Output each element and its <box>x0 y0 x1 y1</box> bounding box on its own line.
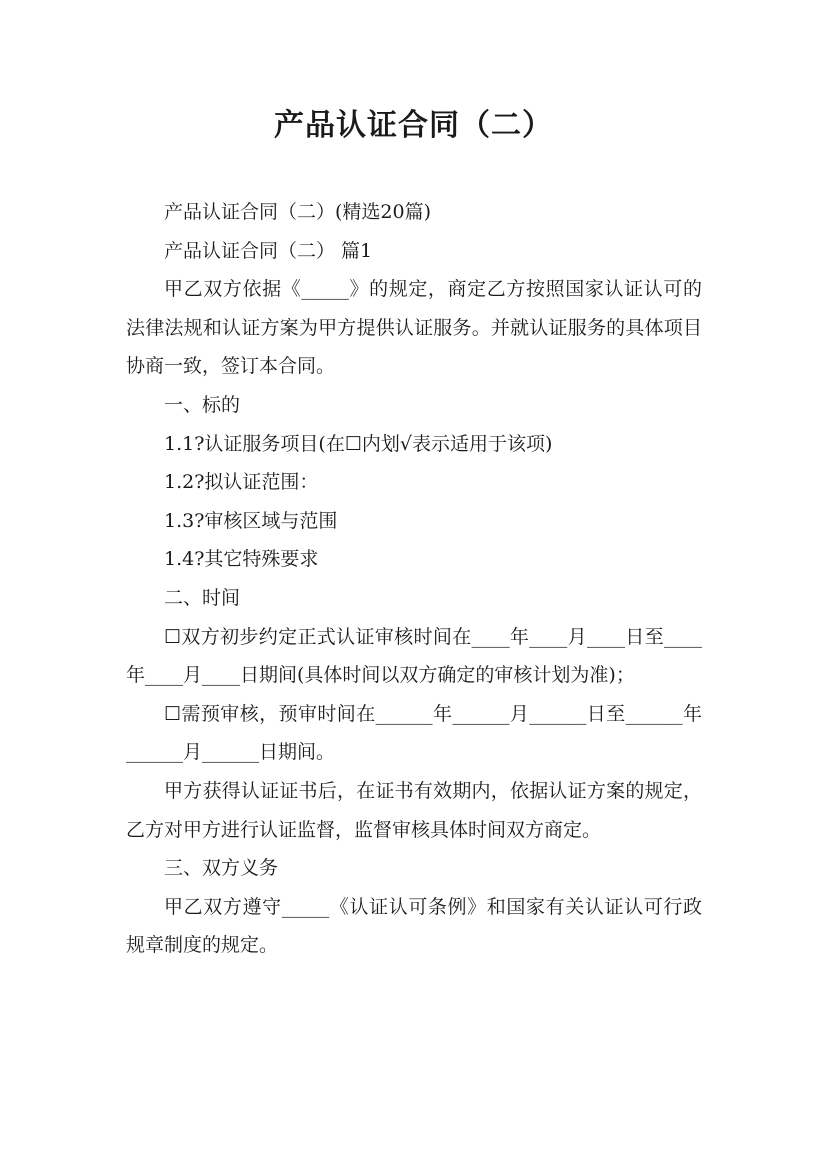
paragraph-audit-time: ☐双方初步约定正式认证审核时间在____年____月____日至____年____月____日期间(具体时间以双方确定的审核计划为准)； <box>126 625 702 687</box>
clause-1-2: 1.2?拟认证范围： <box>164 471 319 494</box>
heading-subject: 一、标的 <box>164 393 241 416</box>
clause-1-1: 1.1?认证服务项目(在☐内划√表示适用于该项) <box>164 432 553 455</box>
paragraph-supervision: 甲方获得认证证书后，在证书有效期内，依据认证方案的规定，乙方对甲方进行认证监督，监督审核具体时间双方商定。 <box>126 779 702 841</box>
document-title: 产品认证合同（二） <box>274 108 553 143</box>
heading-obligations: 三、双方义务 <box>164 857 279 880</box>
paragraph-pre-audit: ☐需预审核，预审时间在______年______月______日至______年______月______日期间。 <box>126 702 702 764</box>
paragraph-compliance: 甲乙双方遵守_____《认证认可条例》和国家有关认证认可行政规章制度的规定。 <box>126 895 702 957</box>
document-body <box>126 193 702 965</box>
clause-1-3: 1.3?审核区域与范围 <box>164 509 338 532</box>
paragraph-subtitle: 产品认证合同（二）(精选20篇) <box>164 201 432 223</box>
clause-1-4: 1.4?其它特殊要求 <box>164 548 319 571</box>
heading-time: 二、时间 <box>164 586 241 609</box>
paragraph-intro: 甲乙双方依据《_____》的规定，商定乙方按照国家认证认可的法律法规和认证方案为甲方提供认证服务。并就认证服务的具体项目协商一致，签订本合同。 <box>126 278 702 378</box>
paragraph-section-heading: 产品认证合同（二） 篇1 <box>164 239 373 262</box>
